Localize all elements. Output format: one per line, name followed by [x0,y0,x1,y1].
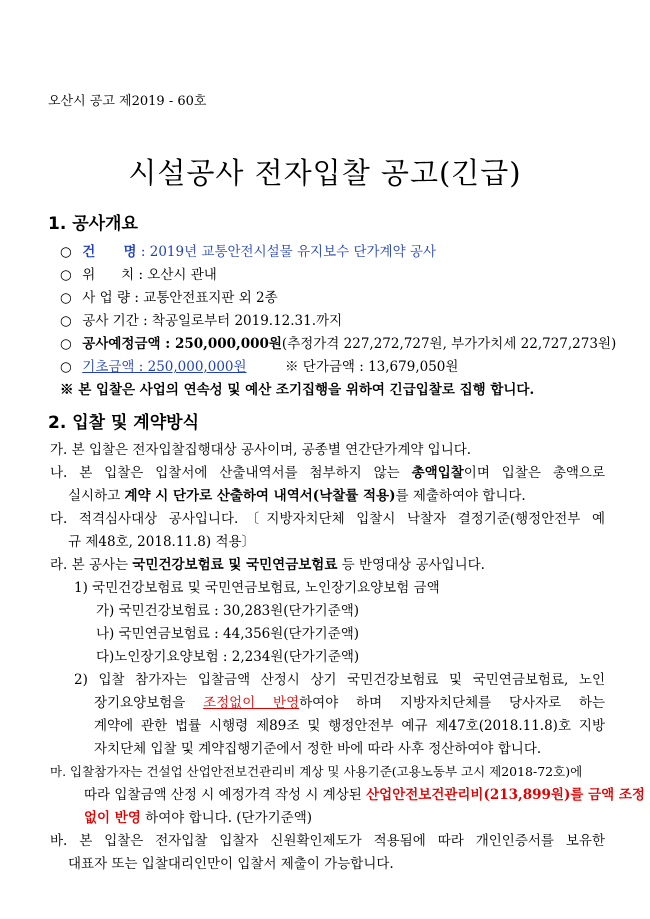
item-location-value: : 오산시 관내 [138,267,217,283]
item-quantity [60,289,278,307]
clause-ma-line-3 [84,809,312,827]
bullet-circle: ○ [60,244,72,260]
clause-ba-line-1: 바. 본 입찰은 전자입찰 입찰자 신원확인제도가 적용됨에 따라 개인인증서를 보유한 [50,833,605,849]
clause-ra-2-line-3: 계약에 관한 법률 시행령 제89조 및 행정안전부 예규 제47호(2018.11.8)호 지방 [94,718,605,734]
clause-na-text-2: 이며 입찰은 총액으로 [463,465,605,481]
clause-ra-2-line-2 [94,694,605,712]
clause-ra [50,556,485,574]
item-budget-detail: (추정가격 227,272,727원, 부가가치세 22,727,273원) [281,336,617,352]
clause-ra-text-2: 등 반영대상 공사입니다. [337,557,485,573]
unit-price-statement: 계약 시 단가로 산출하여 내역서(낙찰률 적용) [124,488,396,504]
clause-da-line-1: 다. 적격심사대상 공사입니다.〔지방자치단체 입찰시 낙찰자 결정기준(행정안전부 예 [50,511,605,527]
bullet-circle: ○ [60,336,72,352]
clause-ra-2-line-4: 자치단체 입찰 및 계약집행기준에서 정한 바에 따라 사후 정산하여야 합니다. [94,741,542,757]
clause-na-text-3: 실시하고 [68,488,125,504]
clause-ra-2-text-2: 하여야 하며 지방자치단체를 당사자로 하는 [299,695,606,711]
section-1-heading: 1. 공사개요 [48,214,138,234]
base-amount-label: 기초금액 [82,359,135,375]
clause-na-line-2 [68,487,526,505]
clause-na-line-1 [50,464,605,482]
clause-ra-1: 1) 국민건강보험료 및 국민연금보험료, 노인장기요양보험 금액 [74,580,440,596]
item-budget-label: 공사예정금액 [82,336,161,352]
item-name [60,243,436,261]
clause-ga: 가. 본 입찰은 전자입찰집행대상 공사이며, 공종별 연간단가계약 입니다. [50,442,472,458]
clause-ra-2-text: 장기요양보험을 [94,695,204,711]
item-quantity-label: 사 업 량 [82,290,131,306]
no-adjustment-highlight: 조정없이 반영 [203,695,300,711]
pension-line: 나) 국민연금보험료 : 44,356원(단가기준액) [96,626,360,642]
clause-ra-text: 라. 본 공사는 [50,557,133,573]
item-period [60,312,342,330]
item-name-label: 건 명 [82,244,137,260]
unit-price: ※ 단가금액 : 13,679,050원 [285,359,459,375]
section-2-heading: 2. 입찰 및 계약방식 [48,413,199,433]
clause-ma-line-2 [84,786,645,804]
item-period-label: 공사 기간 [82,313,139,329]
page-title: 시설공사 전자입찰 공고(긴급) [128,156,522,190]
safety-cost-highlight-2: 없이 반영 [84,810,141,826]
base-amount-value: 250,000,000원 [147,359,247,375]
item-name-value: : 2019년 교통안전시설물 유지보수 단가계약 공사 [140,244,436,260]
long-term-care-line: 다)노인장기요양보험 : 2,234원(단가기준액) [96,649,360,665]
clause-ra-2-line-1: 2) 입찰 참가자는 입찰금액 산정시 상기 국민건강보험료 및 국민연금보험료, 노인 [74,672,605,688]
notice-number: 오산시 공고 제2019 - 60호 [48,94,207,109]
item-period-value: : 착공일로부터 2019.12.31.까지 [143,313,343,329]
bullet-circle: ○ [60,290,72,306]
insurance-emphasis: 국민건강보험료 및 국민연금보험료 [132,557,338,573]
base-amount-text [82,359,246,375]
item-quantity-value: : 교통안전표지판 외 2종 [134,290,278,306]
item-budget-amount: 250,000,000원 [174,336,282,352]
item-location [60,266,217,284]
clause-na-text: 나. 본 입찰은 입찰서에 산출내역서를 첨부하지 않는 [50,465,412,481]
clause-ma-text: 따라 입찰금액 산정 시 예정가격 작성 시 계상된 [84,787,367,803]
item-budget [60,335,616,353]
clause-ba-line-2: 대표자 또는 입찰대리인만이 입찰서 제출이 가능합니다. [68,856,394,872]
bullet-circle: ○ [60,359,72,375]
bullet-circle: ○ [60,313,72,329]
clause-da-line-2: 규 제48호, 2018.11.8) 적용〕 [68,534,256,550]
base-amount-sep: : [134,359,148,375]
lump-sum-bid: 총액입찰 [411,465,464,481]
clause-na-text-4: 를 제출하여야 합니다. [395,488,526,504]
item-base-amount [60,358,247,376]
safety-cost-highlight: 산업안전보건관리비(213,899원)를 금액 조정 [366,787,645,803]
item-location-label: 위 치 [82,267,135,283]
clause-ma-line-1: 마. 입찰참가자는 건설업 산업안전보건관리비 계상 및 사용기준(고용노동부 고시 제2018-72호)에 [50,764,583,779]
clause-ma-text-2: 하여야 합니다. (단가기준액) [140,810,313,826]
bullet-circle: ○ [60,267,72,283]
health-insurance-line: 가) 국민건강보험료 : 30,283원(단가기준액) [96,603,360,619]
item-budget-sep: : [160,336,175,352]
urgent-note: ※ 본 입찰은 사업의 연속성 및 예산 조기집행을 위하여 긴급입찰로 집행 합니다. [60,382,535,398]
